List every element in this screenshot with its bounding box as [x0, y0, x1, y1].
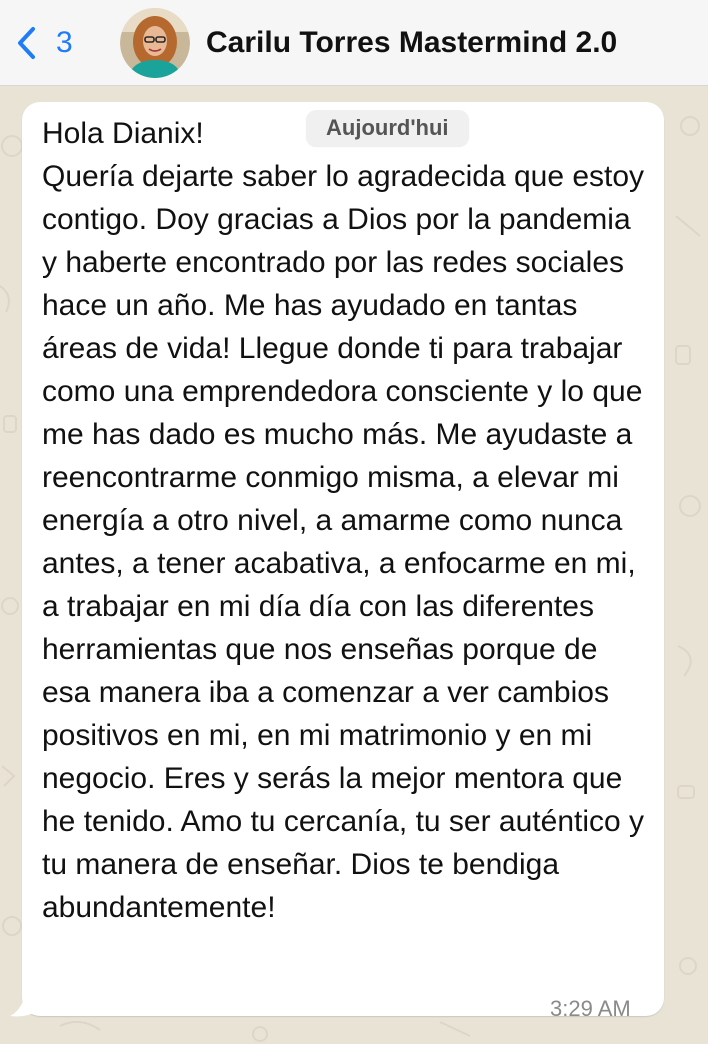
chat-title[interactable]: Carilu Torres Mastermind 2.0	[206, 26, 618, 59]
date-separator: Aujourd'hui	[306, 110, 469, 146]
message-bubble[interactable]	[22, 102, 664, 1016]
chat-area[interactable]	[0, 86, 708, 1044]
chat-header	[0, 0, 708, 86]
message-text: Hola Dianix! Quería dejarte saber lo agradecida que estoy contigo. Doy gracias a Dios por la pandemia y haberte encontrado por las redes sociales hace un año. Me has ayudado en tantas áreas de vida! Llegue donde ti para trabajar como una emprendedora consciente y lo que me has dado es mucho más. Me ayudaste a reencontrarme conmigo misma, a elevar mi energía a otro nivel, a amarme como nunca antes, a tener acabativa, a enfocarme en mi, a trabajar en mi día día con las diferentes herramientas que nos enseñas porque de esa manera iba a comenzar a ver cambios positivos en mi, en mi matrimonio y en mi negocio. Eres y serás la mejor mentora que he tenido. Amo tu cercanía, tu ser auténtico y tu manera de enseñar. Dios te bendiga abundantemente!	[42, 117, 645, 924]
unread-count: 3	[56, 26, 73, 59]
bubble-tail	[10, 992, 38, 1018]
back-button[interactable]	[12, 20, 73, 66]
message-timestamp: 3:29 AM	[550, 996, 631, 1021]
chevron-left-icon	[12, 23, 42, 63]
avatar[interactable]	[120, 8, 190, 78]
